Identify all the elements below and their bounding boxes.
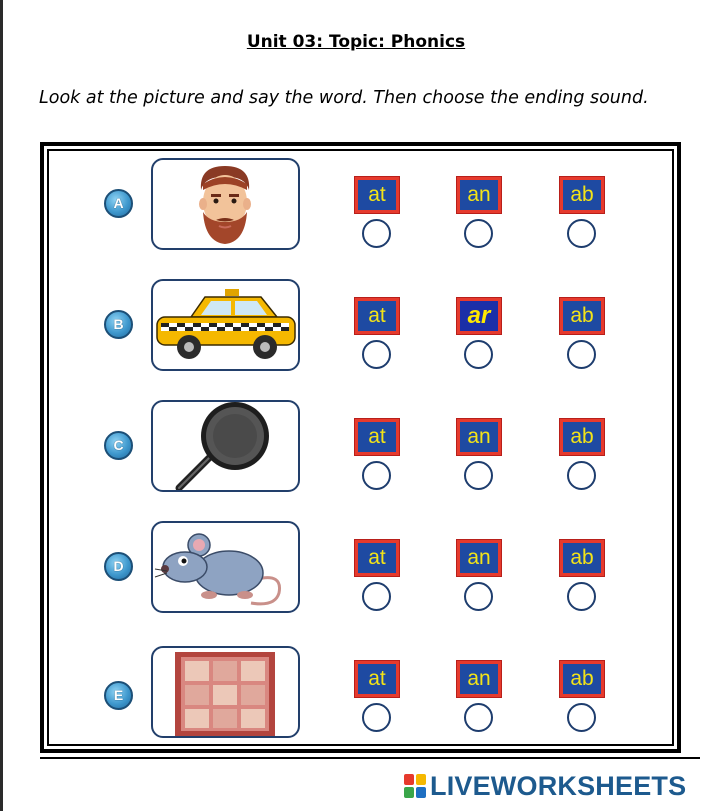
option-a-1 <box>355 177 401 248</box>
option-d-1 <box>355 540 401 611</box>
sound-tile: at <box>355 540 399 576</box>
sound-tile: ab <box>560 298 604 334</box>
option-b-3 <box>560 298 606 369</box>
answer-radio[interactable] <box>567 703 596 732</box>
question-row-d <box>44 518 677 618</box>
rat-image <box>153 523 298 611</box>
instruction-text: Look at the picture and say the word. Then choose the ending sound. <box>39 88 649 108</box>
option-d-2 <box>457 540 503 611</box>
option-e-1 <box>355 661 401 732</box>
option-c-3 <box>560 419 606 490</box>
row-letter-badge: D <box>104 552 133 581</box>
sound-tile: ab <box>560 419 604 455</box>
answer-radio[interactable] <box>464 219 493 248</box>
picture-frame-taxi <box>151 279 300 371</box>
man-face-image <box>153 160 298 248</box>
answer-radio[interactable] <box>464 340 493 369</box>
answer-radio[interactable] <box>362 219 391 248</box>
question-row-b <box>44 276 677 376</box>
rug-image <box>153 648 298 738</box>
answer-radio[interactable] <box>567 219 596 248</box>
sound-tile: at <box>355 298 399 334</box>
picture-frame-pan <box>151 400 300 492</box>
picture-frame-man <box>151 158 300 250</box>
exercise-board <box>40 142 681 753</box>
sound-tile: ab <box>560 540 604 576</box>
frying-pan-image <box>153 402 298 490</box>
sound-tile: ab <box>560 177 604 213</box>
option-a-2 <box>457 177 503 248</box>
sound-tile: ar <box>457 298 501 334</box>
sound-tile: at <box>355 177 399 213</box>
picture-frame-rug <box>151 646 300 738</box>
sound-tile: an <box>457 661 501 697</box>
sound-tile: at <box>355 419 399 455</box>
question-row-c <box>44 397 677 497</box>
answer-radio[interactable] <box>362 340 391 369</box>
liveworksheets-logo[interactable] <box>404 768 686 804</box>
answer-radio[interactable] <box>567 340 596 369</box>
sound-tile: an <box>457 177 501 213</box>
row-letter-badge: C <box>104 431 133 460</box>
footer-divider <box>40 757 700 759</box>
taxi-car-image <box>153 281 298 369</box>
row-letter-badge: A <box>104 189 133 218</box>
answer-radio[interactable] <box>567 582 596 611</box>
option-a-3 <box>560 177 606 248</box>
sound-tile: an <box>457 419 501 455</box>
brand-name: LIVEWORKSHEETS <box>430 770 687 801</box>
answer-radio[interactable] <box>362 582 391 611</box>
row-letter-badge: B <box>104 310 133 339</box>
liveworksheets-logo-icon <box>404 774 426 798</box>
answer-radio[interactable] <box>567 461 596 490</box>
option-e-2 <box>457 661 503 732</box>
page-edge <box>0 0 3 811</box>
sound-tile: ab <box>560 661 604 697</box>
answer-radio[interactable] <box>464 461 493 490</box>
option-d-3 <box>560 540 606 611</box>
option-b-2 <box>457 298 503 369</box>
answer-radio[interactable] <box>464 582 493 611</box>
option-b-1 <box>355 298 401 369</box>
question-row-e <box>44 647 677 747</box>
page-title: Unit 03: Topic: Phonics <box>246 32 466 52</box>
row-letter-badge: E <box>104 681 133 710</box>
option-c-1 <box>355 419 401 490</box>
answer-radio[interactable] <box>362 703 391 732</box>
question-row-a <box>44 155 677 255</box>
sound-tile: an <box>457 540 501 576</box>
option-e-3 <box>560 661 606 732</box>
answer-radio[interactable] <box>362 461 391 490</box>
option-c-2 <box>457 419 503 490</box>
sound-tile: at <box>355 661 399 697</box>
picture-frame-rat <box>151 521 300 613</box>
answer-radio[interactable] <box>464 703 493 732</box>
